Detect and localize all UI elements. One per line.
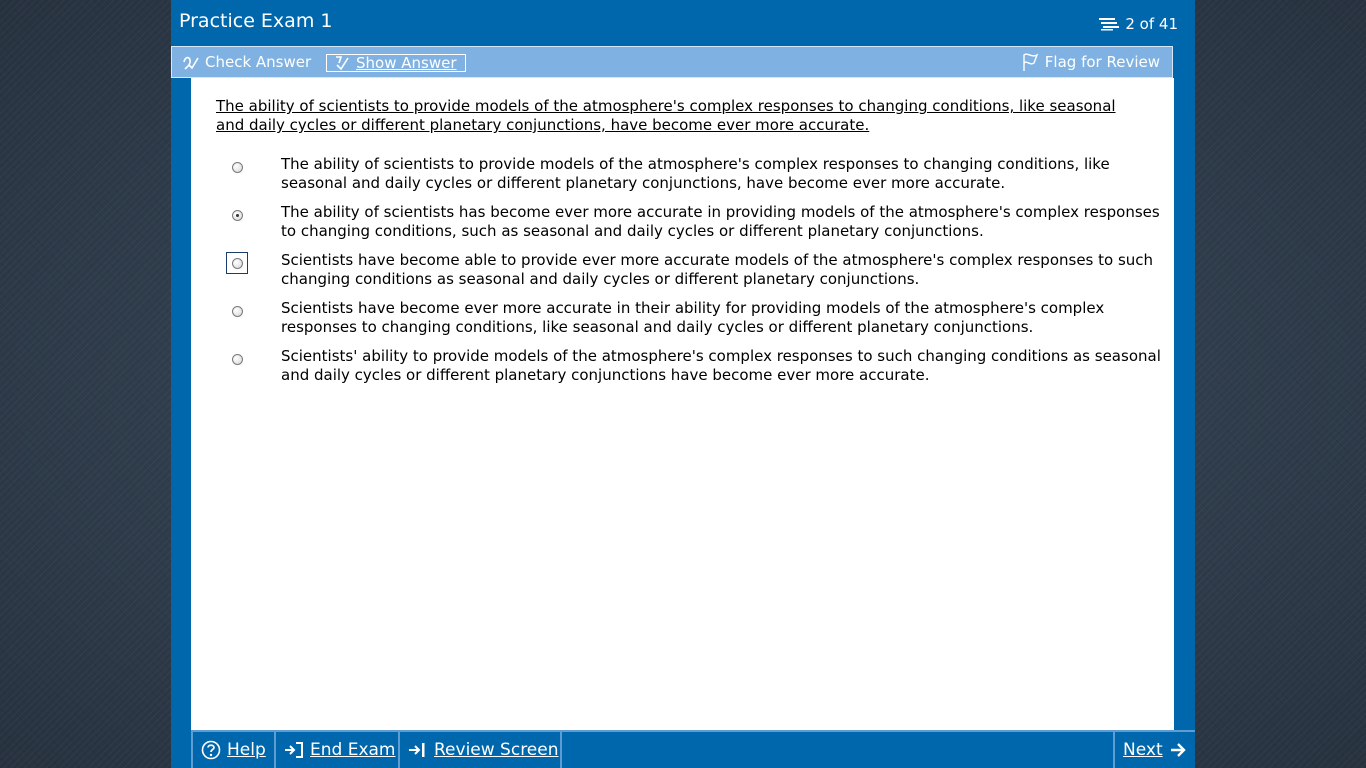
question-counter [1099,15,1178,33]
toolbar [171,46,1173,78]
check-answer-icon [182,53,200,71]
title-bar [171,0,1195,46]
end-exam-icon [284,741,304,759]
end-exam-label: End Exam [310,740,396,760]
check-answer-label: Check Answer [205,53,312,71]
answer-choices [226,155,1161,395]
choice-text: The ability of scientists to provide models of the atmosphere's complex responses to changing conditions, like seasonal and daily cycles or different planetary conjunctions, have become ever more accurate. [281,155,1110,192]
question-panel [191,78,1174,730]
answer-choice-1[interactable] [226,155,1146,203]
footer-bar [191,730,1195,768]
review-screen-icon [408,741,428,759]
help-icon [201,740,221,760]
radio-wrapper [226,300,248,322]
counter-text: 2 of 41 [1125,15,1178,33]
choice-text: Scientists have become ever more accurate in their ability for providing models of the atmosphere's complex responses to changing conditions, like seasonal and daily cycles or different planetary conjunctions. [281,299,1105,336]
exam-window [171,0,1195,768]
check-answer-button[interactable] [182,47,311,77]
radio-button[interactable] [232,306,243,317]
radio-wrapper [226,156,248,178]
review-screen-label: Review Screen [434,740,559,760]
radio-button-selected[interactable] [232,210,243,221]
flag-for-review-button[interactable] [1022,47,1160,77]
show-answer-label: Show Answer [356,54,457,72]
radio-wrapper [226,348,248,370]
radio-wrapper [226,204,248,226]
radio-button[interactable] [232,354,243,365]
next-button[interactable] [1113,732,1195,768]
review-screen-button[interactable] [398,732,560,768]
arrow-right-icon [1169,741,1187,759]
radio-button[interactable] [232,258,243,269]
end-exam-button[interactable] [274,732,398,768]
flag-label: Flag for Review [1044,53,1160,71]
choice-text: Scientists' ability to provide models of the atmosphere's complex responses to such changing conditions as seasonal and daily cycles or different planetary conjunctions have become ever more accurate. [281,347,1161,384]
answer-choice-4[interactable] [226,299,1146,347]
choice-text: The ability of scientists has become ever more accurate in providing models of the atmosphere's complex responses to changing conditions, such as seasonal and daily cycles or different planetary conjunctions. [281,203,1160,240]
show-answer-icon [333,55,351,71]
answer-choice-2[interactable] [226,203,1160,251]
question-stem: The ability of scientists to provide models of the atmosphere's complex responses to changing conditions, like seasonal and daily cycles or different planetary conjunctions, have become ever more accurate. [216,97,1116,134]
help-button[interactable] [191,732,274,768]
flag-icon [1022,52,1040,72]
radio-wrapper-focused [226,252,248,274]
choice-text: Scientists have become able to provide ever more accurate models of the atmosphere's complex responses to such changing conditions as seasonal and daily cycles or different planetary conjunctions. [281,251,1154,288]
help-label: Help [227,740,266,760]
next-label: Next [1123,740,1163,760]
answer-choice-3[interactable] [226,251,1154,299]
radio-button[interactable] [232,162,243,173]
list-icon [1099,17,1119,31]
exam-title: Practice Exam 1 [179,10,333,32]
footer-spacer [560,732,1113,768]
answer-choice-5[interactable] [226,347,1161,395]
show-answer-button[interactable] [326,54,466,72]
